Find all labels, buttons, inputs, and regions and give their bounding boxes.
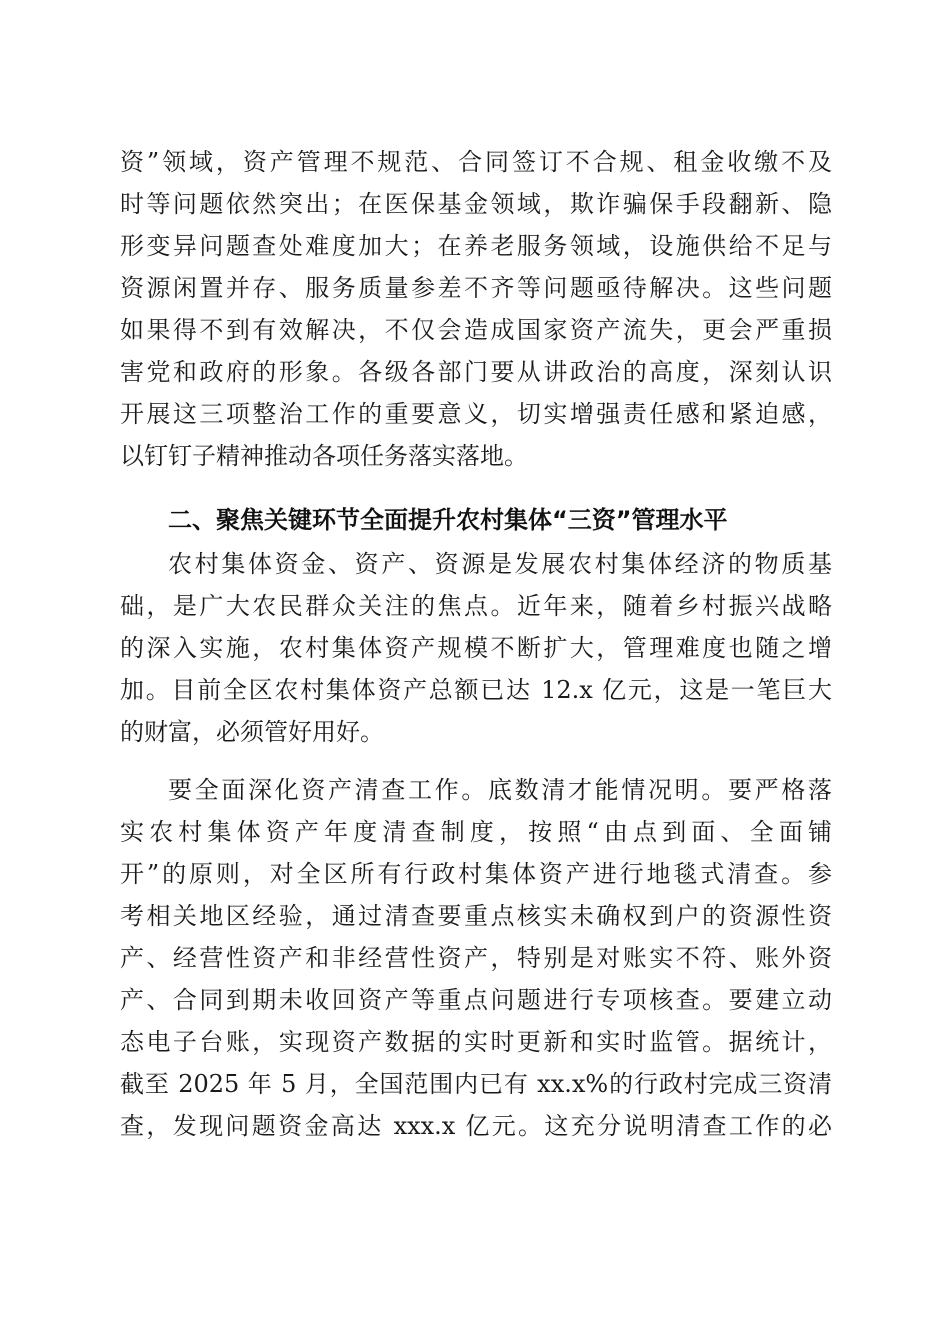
paragraph-2-line: 加。目前全区农村集体资产总额已达 12.x 亿元，这是一笔巨大 bbox=[120, 676, 832, 704]
paragraph-1-line: 形变异问题查处难度加大；在养老服务领域，设施供给不足与 bbox=[120, 232, 832, 260]
paragraph-3-line: 截至 2025 年 5 月，全国范围内已有 xx.x%的行政村完成三资清 bbox=[120, 1070, 832, 1098]
paragraph-3-line: 实农村集体资产年度清查制度，按照“由点到面、全面铺 bbox=[120, 818, 832, 846]
paragraph-1-line: 害党和政府的形象。各级各部门要从讲政治的高度，深刻认识 bbox=[120, 358, 832, 386]
paragraph-3-line: 查，发现问题资金高达 xxx.x 亿元。这充分说明清查工作的必 bbox=[120, 1112, 832, 1140]
paragraph-1-line: 如果得不到有效解决，不仅会造成国家资产流失，更会严重损 bbox=[120, 316, 832, 344]
paragraph-1-line: 资源闲置并存、服务质量参差不齐等问题亟待解决。这些问题 bbox=[120, 274, 832, 302]
paragraph-2-line: 农村集体资金、资产、资源是发展农村集体经济的物质基 bbox=[168, 550, 832, 578]
paragraph-2-line: 的深入实施，农村集体资产规模不断扩大，管理难度也随之增 bbox=[120, 634, 832, 662]
paragraph-3-line: 产、经营性资产和非经营性资产，特别是对账实不符、账外资 bbox=[120, 944, 832, 972]
paragraph-1-line: 开展这三项整治工作的重要意义，切实增强责任感和紧迫感， bbox=[120, 400, 832, 428]
paragraph-1-line: 时等问题依然突出；在医保基金领域，欺诈骗保手段翻新、隐 bbox=[120, 190, 832, 218]
paragraph-1-line: 以钉钉子精神推动各项任务落实落地。 bbox=[120, 442, 528, 470]
section-heading: 二、聚焦关键环节全面提升农村集体“三资”管理水平 bbox=[168, 506, 728, 534]
paragraph-3-line: 态电子台账，实现资产数据的实时更新和实时监管。据统计， bbox=[120, 1028, 832, 1056]
paragraph-2-line: 的财富，必须管好用好。 bbox=[120, 718, 384, 746]
paragraph-3-line: 要全面深化资产清查工作。底数清才能情况明。要严格落 bbox=[168, 776, 832, 804]
paragraph-3-line: 开”的原则，对全区所有行政村集体资产进行地毯式清查。参 bbox=[120, 860, 832, 888]
paragraph-2-line: 础，是广大农民群众关注的焦点。近年来，随着乡村振兴战略 bbox=[120, 592, 832, 620]
paragraph-1-line: 资”领域，资产管理不规范、合同签订不合规、租金收缴不及 bbox=[120, 148, 832, 176]
paragraph-3-line: 产、合同到期未收回资产等重点问题进行专项核查。要建立动 bbox=[120, 986, 832, 1014]
paragraph-3-line: 考相关地区经验，通过清查要重点核实未确权到户的资源性资 bbox=[120, 902, 832, 930]
